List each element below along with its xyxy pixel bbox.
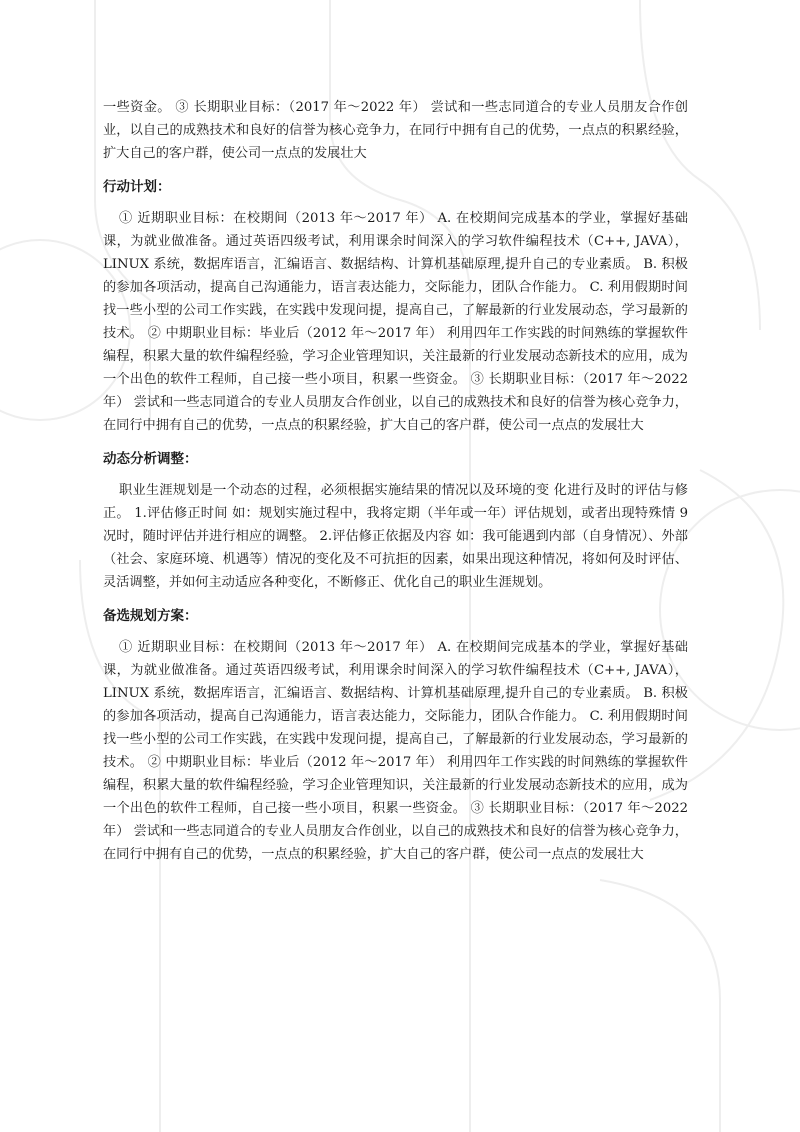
intro-paragraph: 一些资金。 ③ 长期职业目标：（2017 年～2022 年） 尝试和一些志同道合的专业人员朋友合作创业，以自己的成熟技术和良好的信誉为核心竞争力，在同行中拥有自己的优势，一点点的积累经验，扩大自己的客户群，使公司一点点的发展壮大 <box>103 100 688 161</box>
action-plan-paragraph: ① 近期职业目标：在校期间（2013 年～2017 年） A. 在校期间完成基本的学业，掌握好基础课，为就业做准备。通过英语四级考试，利用课余时间深入的学习软件编程技术（C++, JAVA），LINUX 系统，数据库语言，汇编语言、数据结构、计算机基础原理,提升自己的专业素质。 B. 积极的参加各项活动，提高自己沟通能力，语言表达能力，交际能力，团队合作能力。 C. 利用假期时间找一些小型的公司工作实践，在实践中发现问提，提高自己，了解最新的行业发展动态，学习最新的技术。 ② 中期职业目标：毕业后（2012 年～2017 年） 利用四年工作实践的时间熟练的掌握软件编程，积累大量的软件编程经验，学习企业管理知识，关注最新的行业发展动态新技术的应用，成为一个出色的软件工程师，自己接一些小项目，积累一些资金。 ③ 长期职业目标：（2017 年～2022 年） 尝试和一些志同道合的专业人员朋友合作创业，以自己的成熟技术和良好的信誉为核心竞争力，在同行中拥有自己的优势，一点点的积累经验，扩大自己的客户群，使公司一点点的发展壮大 <box>103 211 688 433</box>
document-body <box>103 96 688 866</box>
dynamic-analysis-paragraph: 职业生涯规划是一个动态的过程，必须根据实施结果的情况以及环境的变 化进行及时的评估与修正。 1.评估修正时间 如：规划实施过程中，我将定期（半年或一年）评估规划，或者出现特殊情 9 况时，随时评估并进行相应的调整。 2.评估修正依据及内容 如：我可能遇到内部（自身情况）、外部（社会、家庭环境、机遇等）情况的变化及不可抗拒的因素，如果出现这种情况，将如何及时评估、灵活调整，并如何主动适应各种变化，不断修正、优化自己的职业生涯规划。 <box>103 483 688 590</box>
watermark-stroke-right-bottom <box>600 880 720 1132</box>
backup-plan-paragraph: ① 近期职业目标：在校期间（2013 年～2017 年） A. 在校期间完成基本的学业，掌握好基础课，为就业做准备。通过英语四级考试，利用课余时间深入的学习软件编程技术（C++, JAVA），LINUX 系统，数据库语言，汇编语言、数据结构、计算机基础原理,提升自己的专业素质。 B. 积极的参加各项活动，提高自己沟通能力，语言表达能力，交际能力，团队合作能力。 C. 利用假期时间找一些小型的公司工作实践，在实践中发现问提，提高自己，了解最新的行业发展动态，学习最新的技术。 ② 中期职业目标：毕业后（2012 年～2017 年） 利用四年工作实践的时间熟练的掌握软件编程，积累大量的软件编程经验，学习企业管理知识，关注最新的行业发展动态新技术的应用，成为一个出色的软件工程师，自己接一些小项目，积累一些资金。 ③ 长期职业目标：（2017 年～2022 年） 尝试和一些志同道合的专业人员朋友合作创业，以自己的成熟技术和良好的信誉为核心竞争力，在同行中拥有自己的优势，一点点的积累经验，扩大自己的客户群，使公司一点点的发展壮大 <box>103 640 688 862</box>
action-plan-heading: 行动计划： <box>103 179 171 195</box>
dynamic-analysis-heading: 动态分析调整： <box>103 451 198 467</box>
backup-plan-heading: 备选规划方案： <box>103 608 198 624</box>
